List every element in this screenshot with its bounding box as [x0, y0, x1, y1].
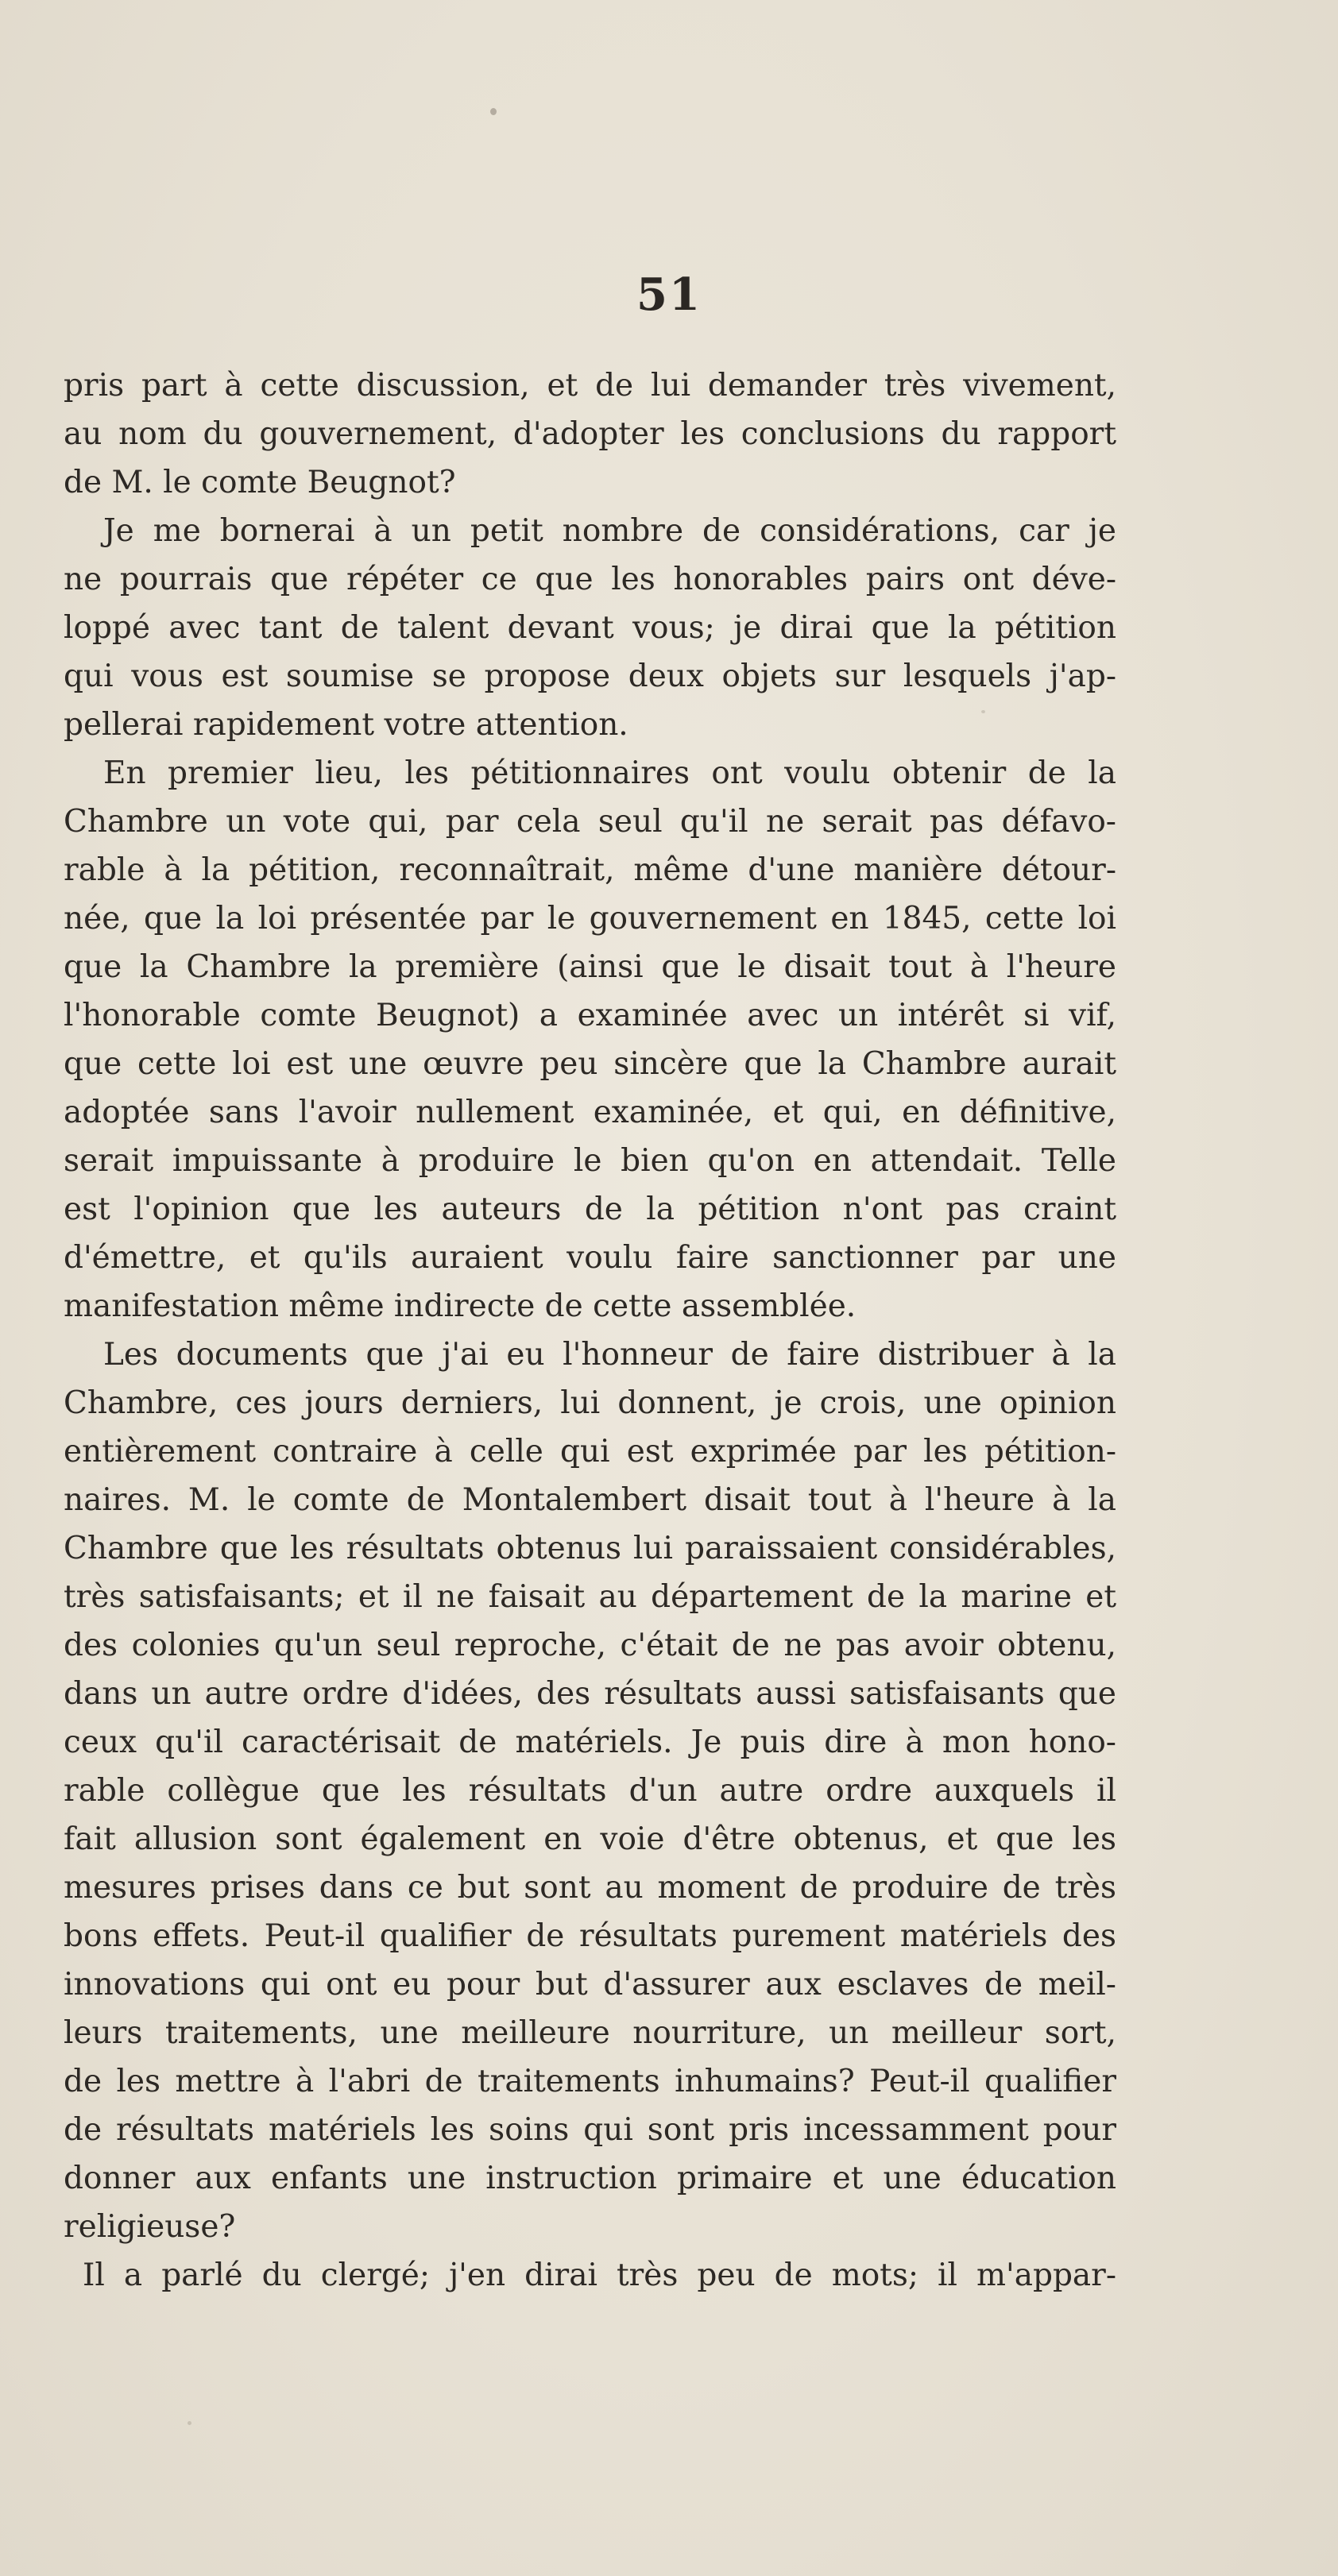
text-line: très satisfaisants; et il ne faisait au département de la marine et [64, 1579, 1116, 1615]
paragraph-start-line: Il a parlé du clergé; j'en dirai très peu de mots; il m'appar- [83, 2257, 1116, 2293]
text-line: pris part à cette discussion, et de lui demander très vivement, [64, 368, 1116, 404]
text-line: au nom du gouvernement, d'adopter les conclusions du rapport [64, 416, 1116, 452]
paper-speck [188, 2421, 191, 2425]
page-number: 51 [636, 268, 702, 321]
text-line: Chambre que les résultats obtenus lui paraissaient considérables, [64, 1531, 1116, 1566]
text-line: née, que la loi présentée par le gouvernement en 1845, cette loi [64, 901, 1116, 937]
paragraph-start-line: Je me bornerai à un petit nombre de considérations, car je [103, 513, 1116, 549]
text-line: naires. M. le comte de Montalembert disait tout à l'heure à la [64, 1482, 1116, 1518]
text-line: dans un autre ordre d'idées, des résultats aussi satisfaisants que [64, 1676, 1116, 1712]
text-line: bons effets. Peut-il qualifier de résultats purement matériels des [64, 1918, 1116, 1954]
text-line: mesures prises dans ce but sont au moment de produire de très [64, 1870, 1116, 1906]
text-line: l'honorable comte Beugnot) a examinée avec un intérêt si vif, [64, 998, 1116, 1033]
text-line: rable collègue que les résultats d'un autre ordre auxquels il [64, 1773, 1116, 1809]
text-line: Chambre, ces jours derniers, lui donnent, je crois, une opinion [64, 1385, 1116, 1421]
text-line: pellerai rapidement votre attention. [64, 707, 628, 743]
text-line: innovations qui ont eu pour but d'assurer aux esclaves de meil- [64, 1967, 1116, 2002]
text-line: leurs traitements, une meilleure nourriture, un meilleur sort, [64, 2015, 1116, 2051]
body-text [64, 361, 1116, 2300]
paper-speck [490, 108, 497, 115]
text-line: ne pourrais que répéter ce que les honorables pairs ont déve- [64, 562, 1116, 597]
text-line: Chambre un vote qui, par cela seul qu'il ne serait pas défavo- [64, 804, 1116, 840]
paragraph-start-line: Les documents que j'ai eu l'honneur de faire distribuer à la [103, 1337, 1116, 1373]
text-line: des colonies qu'un seul reproche, c'était de ne pas avoir obtenu, [64, 1628, 1116, 1663]
paragraph-start-line: En premier lieu, les pétitionnaires ont voulu obtenir de la [103, 755, 1116, 791]
text-line: de résultats matériels les soins qui sont pris incessamment pour [64, 2112, 1116, 2148]
text-line: loppé avec tant de talent devant vous; je dirai que la pétition [64, 610, 1116, 646]
text-line: qui vous est soumise se propose deux objets sur lesquels j'ap- [64, 658, 1116, 694]
text-line: religieuse? [64, 2209, 236, 2245]
text-line: que la Chambre la première (ainsi que le disait tout à l'heure [64, 949, 1116, 985]
text-line: de les mettre à l'abri de traitements inhumains? Peut-il qualifier [64, 2064, 1116, 2099]
text-line: entièrement contraire à celle qui est exprimée par les pétition- [64, 1434, 1116, 1470]
text-line: de M. le comte Beugnot? [64, 465, 456, 500]
text-line: manifestation même indirecte de cette assemblée. [64, 1288, 857, 1324]
text-line: serait impuissante à produire le bien qu'on en attendait. Telle [64, 1143, 1116, 1179]
text-line: adoptée sans l'avoir nullement examinée, et qui, en définitive, [64, 1095, 1116, 1130]
text-line: d'émettre, et qu'ils auraient voulu faire sanctionner par une [64, 1240, 1116, 1276]
text-line: que cette loi est une œuvre peu sincère que la Chambre aurait [64, 1046, 1116, 1082]
text-line: fait allusion sont également en voie d'être obtenus, et que les [64, 1821, 1116, 1857]
text-line: ceux qu'il caractérisait de matériels. Je puis dire à mon hono- [64, 1724, 1116, 1760]
text-line: donner aux enfants une instruction primaire et une éducation [64, 2161, 1116, 2196]
text-line: est l'opinion que les auteurs de la pétition n'ont pas craint [64, 1191, 1116, 1227]
text-line: rable à la pétition, reconnaîtrait, même d'une manière détour- [64, 852, 1116, 888]
